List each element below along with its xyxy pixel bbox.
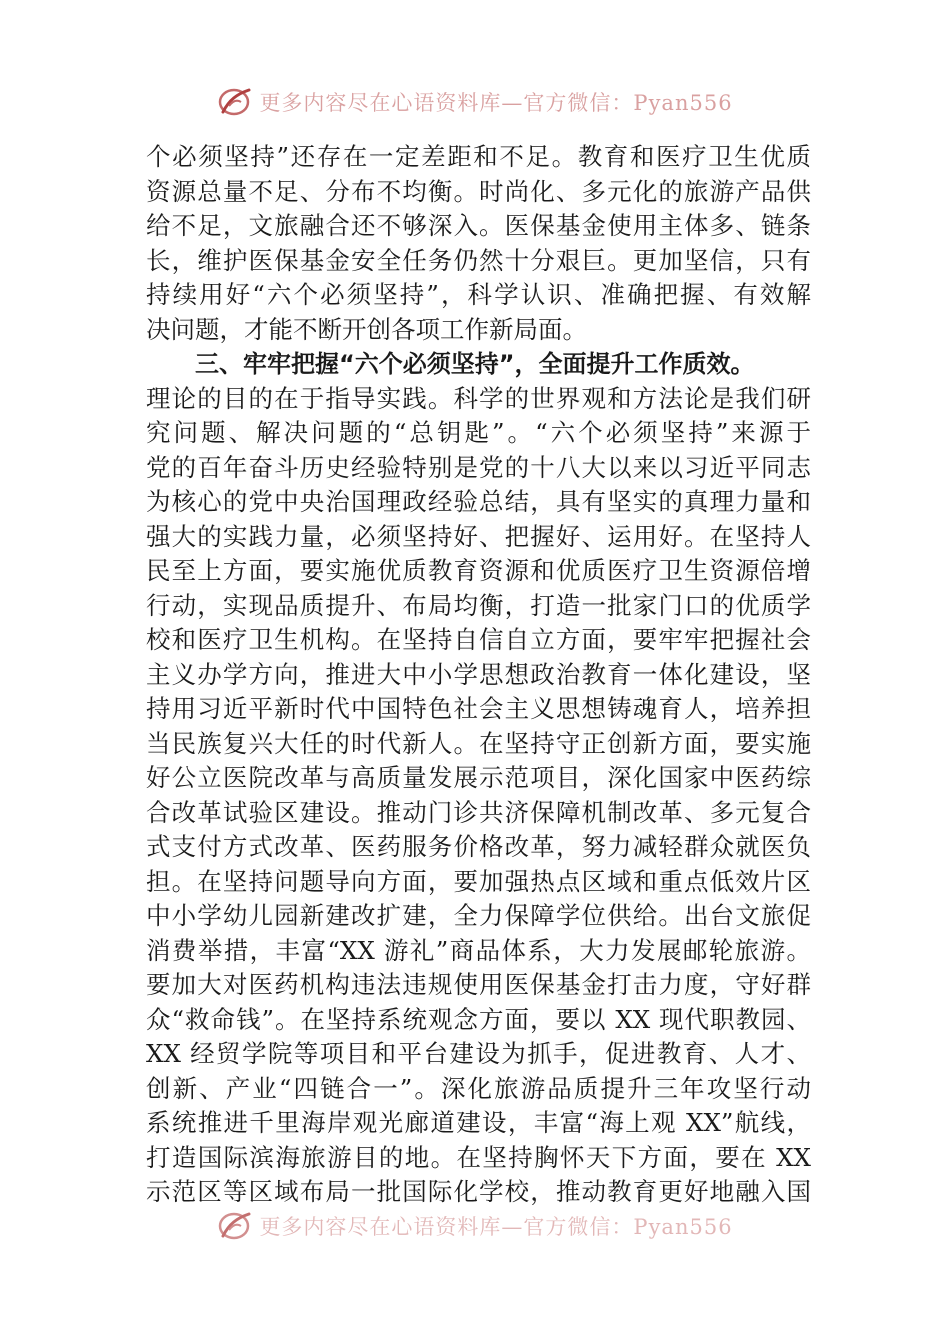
- sealed-brush-logo-icon: [217, 1210, 253, 1242]
- watermark-text: 更多内容尽在心语资料库—官方微信：Pyan556: [259, 1215, 733, 1239]
- text-line-8: 理论的目的在于指导实践。科学的世界观和方法论是我们研: [146, 383, 811, 413]
- text-line-13: 民至上方面，要实施优质教育资源和优质医疗卫生资源倍增: [146, 556, 811, 585]
- text-line-5: 持续用好“六个必须坚持”，科学认识、准确把握、有效解: [146, 280, 811, 309]
- text-line-2: 资源总量不足、分布不均衡。时尚化、多元化的旅游产品供: [146, 176, 811, 206]
- text-line-22: 担。在坚持问题导向方面，要加强热点区域和重点低效片区: [146, 866, 811, 896]
- text-line-14: 行动，实现品质提升、布局均衡，打造一批家门口的优质学: [146, 590, 811, 620]
- header-watermark: [0, 86, 950, 118]
- text-line-30: 打造国际滨海旅游目的地。在坚持胸怀天下方面，要在 XX: [146, 1142, 811, 1172]
- text-line-12: 强大的实践力量，必须坚持好、把握好、运用好。在坚持人: [146, 521, 811, 551]
- text-line-19: 好公立医院改革与高质量发展示范项目，深化国家中医药综: [146, 763, 811, 792]
- text-line-27: XX 经贸学院等项目和平台建设为抓手，促进教育、人才、: [146, 1039, 811, 1068]
- watermark-text: 更多内容尽在心语资料库—官方微信：Pyan556: [259, 91, 733, 115]
- text-line-23: 中小学幼儿园新建改扩建，全力保障学位供给。出台文旅促: [146, 901, 811, 930]
- text-line-15: 校和医疗卫生机构。在坚持自信自立方面，要牢牢把握社会: [146, 625, 811, 654]
- sealed-brush-logo-icon: [217, 86, 253, 118]
- footer-watermark: [0, 1210, 950, 1242]
- text-line-26: 众“救命钱”。在坚持系统观念方面，要以 XX 现代职教园、: [146, 1004, 811, 1034]
- text-line-24: 消费举措，丰富“XX 游礼”商品体系，大力发展邮轮旅游。: [146, 935, 811, 965]
- text-line-21: 式支付方式改革、医药服务价格改革，努力减轻群众就医负: [146, 832, 811, 861]
- document-body: [146, 140, 811, 1210]
- text-line-18: 当民族复兴大任的时代新人。在坚持守正创新方面，要实施: [146, 728, 811, 758]
- text-line-31: 示范区等区域布局一批国际化学校，推动教育更好地融入国: [146, 1177, 811, 1206]
- section-heading: 三、牢牢把握“六个必须坚持”，全面提升工作质效。: [195, 350, 755, 378]
- text-line-3: 给不足，文旅融合还不够深入。医保基金使用主体多、链条: [146, 211, 811, 240]
- text-line-29: 系统推进千里海岸观光廊道建设，丰富“海上观 XX”航线，: [146, 1108, 811, 1137]
- text-line-4: 长，维护医保基金安全任务仍然十分艰巨。更加坚信，只有: [146, 245, 811, 275]
- text-line-9: 究问题、解决问题的“总钥匙”。“六个必须坚持”来源于: [146, 418, 811, 447]
- text-line-10: 党的百年奋斗历史经验特别是党的十八大以来以习近平同志: [146, 452, 811, 482]
- text-line-16: 主义办学方向，推进大中小学思想政治教育一体化建设，坚: [146, 659, 811, 689]
- text-line-17: 持用习近平新时代中国特色社会主义思想铸魂育人，培养担: [146, 694, 811, 723]
- text-line-11: 为核心的党中央治国理政经验总结，具有坚实的真理力量和: [146, 487, 811, 516]
- text-line-28: 创新、产业“四链合一”。深化旅游品质提升三年攻坚行动: [146, 1073, 811, 1103]
- text-line-25: 要加大对医药机构违法违规使用医保基金打击力度，守好群: [146, 970, 811, 999]
- text-line-1: 个必须坚持”还存在一定差距和不足。教育和医疗卫生优质: [146, 142, 811, 171]
- text-line-6: 决问题，才能不断开创各项工作新局面。: [146, 314, 587, 344]
- text-line-20: 合改革试验区建设。推动门诊共济保障机制改革、多元复合: [146, 797, 811, 827]
